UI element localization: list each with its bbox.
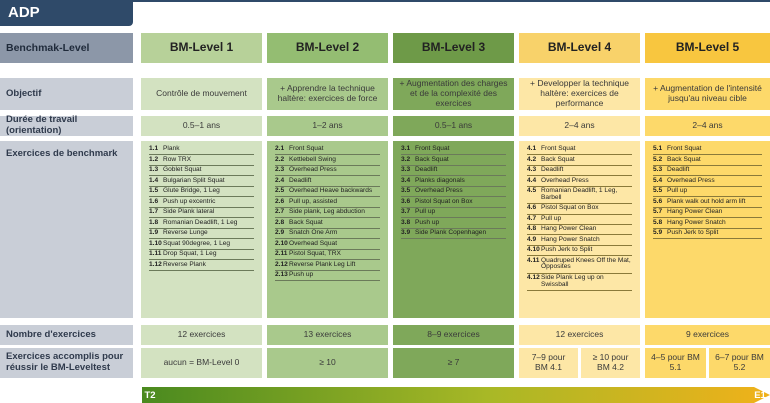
level-3-exercise-list — [393, 141, 514, 318]
exercise-name: Overhead Press — [667, 176, 715, 184]
level-3-duration: 0.5–1 ans — [393, 116, 514, 136]
exercise-item — [527, 145, 632, 155]
exercise-number: 4.3 — [527, 166, 537, 174]
exercise-item — [401, 155, 506, 165]
label-count: Nombre d'exercices — [0, 325, 133, 345]
exercise-item — [275, 145, 380, 155]
exercise-number: 5.4 — [653, 176, 663, 184]
exercise-name: Front Squat — [667, 145, 702, 153]
exercise-name: Hang Power Clean — [541, 225, 597, 233]
exercise-number: 2.8 — [275, 218, 285, 226]
exercise-name: Squat 90degree, 1 Leg — [163, 239, 231, 247]
level-4-required-4-1: 7–9 pour BM 4.1 — [519, 348, 578, 378]
exercise-number: 4.4 — [527, 176, 537, 184]
exercise-number: 5.3 — [653, 166, 663, 174]
level-1-header: BM-Level 1 — [141, 33, 262, 63]
exercise-item — [527, 155, 632, 165]
exercise-item — [527, 225, 632, 235]
exercise-name: Overhead Press — [415, 187, 463, 195]
level-1-count: 12 exercices — [141, 325, 262, 345]
exercise-name: Glute Bridge, 1 Leg — [163, 187, 220, 195]
exercise-item — [149, 166, 254, 176]
exercise-name: Hang Power Snatch — [541, 235, 600, 243]
exercise-number: 5.5 — [653, 187, 663, 195]
level-5-exercise-list — [645, 141, 770, 318]
level-3-header: BM-Level 3 — [393, 33, 514, 63]
exercise-name: Pull up — [667, 187, 688, 195]
progress-end-label: E1 — [754, 389, 766, 401]
exercise-name: Reverse Lunge — [163, 229, 208, 237]
exercise-item — [527, 235, 632, 245]
exercise-number: 4.7 — [527, 214, 537, 222]
exercise-number: 2.1 — [275, 145, 285, 153]
exercise-item — [149, 145, 254, 155]
exercise-item — [149, 239, 254, 249]
exercise-number: 1.10 — [149, 239, 162, 247]
exercise-name: Bulgarian Split Squat — [163, 176, 225, 184]
exercise-number: 1.1 — [149, 145, 159, 153]
level-2-exercise-list — [267, 141, 388, 318]
exercise-number: 1.5 — [149, 187, 159, 195]
exercise-number: 2.10 — [275, 239, 288, 247]
exercise-name: Pistol Squat, TRX — [289, 250, 341, 258]
exercise-number: 1.8 — [149, 218, 159, 226]
exercise-item — [275, 197, 380, 207]
level-1-objective: Contrôle de mouvement — [141, 78, 262, 110]
exercise-number: 2.3 — [275, 166, 285, 174]
exercise-number: 4.8 — [527, 225, 537, 233]
label-required: Exercices accomplis pour réussir le BM-Leveltest — [0, 348, 133, 378]
exercise-item — [653, 229, 762, 239]
exercise-item — [275, 176, 380, 186]
exercise-number: 1.4 — [149, 176, 159, 184]
exercise-number: 5.9 — [653, 229, 663, 237]
exercise-number: 1.2 — [149, 155, 159, 163]
exercise-number: 3.9 — [401, 229, 411, 237]
exercise-name: Side Plank lateral — [163, 208, 215, 216]
exercise-item — [653, 197, 762, 207]
exercise-number: 5.2 — [653, 155, 663, 163]
exercise-name: Romanian Deadlift, 1 Leg, Barbell — [541, 187, 618, 201]
exercise-item — [653, 155, 762, 165]
exercise-item — [527, 176, 632, 186]
exercise-item — [401, 218, 506, 228]
level-3-required: ≥ 7 — [393, 348, 514, 378]
exercise-number: 3.4 — [401, 176, 411, 184]
exercise-number: 2.12 — [275, 260, 288, 268]
exercise-name: Pull up — [415, 208, 436, 216]
progress-start-label: T2 — [144, 389, 156, 401]
exercise-name: Deadlift — [415, 166, 438, 174]
level-4-count: 12 exercices — [519, 325, 640, 345]
exercise-name: Plank walk out hold arm lift — [667, 197, 746, 205]
exercise-name: Overhead Squat — [289, 239, 338, 247]
exercise-item — [275, 239, 380, 249]
exercise-number: 4.9 — [527, 235, 537, 243]
exercise-name: Push Jerk to Split — [541, 246, 593, 254]
exercise-item — [275, 229, 380, 239]
exercise-number: 2.9 — [275, 229, 285, 237]
exercise-name: Hang Power Clean — [667, 208, 723, 216]
exercise-name: Overhead Press — [289, 166, 337, 174]
adp-logo: ADP — [0, 0, 133, 26]
exercise-item — [275, 250, 380, 260]
level-5-required-5-2: 6–7 pour BM 5.2 — [709, 348, 770, 378]
exercise-number: 2.11 — [275, 250, 288, 258]
exercise-name: Push up — [289, 271, 314, 279]
level-5-count: 9 exercices — [645, 325, 770, 345]
exercise-number: 4.11 — [527, 256, 540, 264]
exercise-number: 3.2 — [401, 155, 411, 163]
exercise-item — [275, 260, 380, 270]
exercise-item — [401, 166, 506, 176]
exercise-number: 1.11 — [149, 250, 162, 258]
exercise-number: 3.7 — [401, 208, 411, 216]
exercise-item — [653, 176, 762, 186]
exercise-number: 2.13 — [275, 271, 288, 279]
exercise-item — [527, 166, 632, 176]
exercise-name: Back Squat — [541, 155, 575, 163]
exercise-name: Deadlift — [289, 176, 312, 184]
exercise-name: Reverse Plank Leg Lift — [289, 260, 356, 268]
level-5-duration: 2–4 ans — [645, 116, 770, 136]
exercise-name: Reverse Plank — [163, 260, 206, 268]
level-5-header: BM-Level 5 — [645, 33, 770, 63]
exercise-name: Side plank, Leg abduction — [289, 208, 365, 216]
exercise-item — [401, 187, 506, 197]
exercise-number: 4.2 — [527, 155, 537, 163]
level-5-objective: + Augmentation de l'intensité jusqu'au niveau cible — [645, 78, 770, 110]
exercise-number: 1.6 — [149, 197, 159, 205]
exercise-item — [149, 208, 254, 218]
exercise-name: Romanian Deadlift, 1 Leg — [163, 218, 238, 226]
exercise-number: 2.6 — [275, 197, 285, 205]
exercise-item — [527, 256, 632, 273]
exercise-name: Goblet Squat — [163, 166, 202, 174]
level-2-duration: 1–2 ans — [267, 116, 388, 136]
exercise-item — [149, 187, 254, 197]
progress-arrow — [142, 387, 770, 403]
exercise-item — [149, 229, 254, 239]
exercise-name: Pistol Squat on Box — [415, 197, 473, 205]
exercise-number: 5.8 — [653, 218, 663, 226]
exercise-item — [149, 197, 254, 207]
exercise-item — [527, 187, 632, 204]
level-2-required: ≥ 10 — [267, 348, 388, 378]
exercise-item — [275, 218, 380, 228]
exercise-name: Quadruped Knees Off the Mat, Opposites — [541, 256, 631, 271]
exercise-item — [275, 208, 380, 218]
exercise-number: 4.6 — [527, 204, 537, 212]
exercise-number: 5.7 — [653, 208, 663, 216]
label-exercises: Exercices de benchmark — [0, 141, 133, 318]
level-1-exercise-list — [141, 141, 262, 318]
exercise-name: Push up excentric — [163, 197, 216, 205]
exercise-name: Front Squat — [541, 145, 576, 153]
exercise-item — [527, 274, 632, 291]
exercise-item — [149, 260, 254, 270]
exercise-name: Back Squat — [289, 218, 323, 226]
exercise-item — [401, 176, 506, 186]
exercise-item — [527, 204, 632, 214]
level-1-required: aucun = BM-Level 0 — [141, 348, 262, 378]
exercise-name: Row TRX — [163, 155, 192, 163]
level-4-exercise-list — [519, 141, 640, 318]
exercise-number: 2.5 — [275, 187, 285, 195]
exercise-number: 3.8 — [401, 218, 411, 226]
level-3-objective: + Augmentation des charges et de la complexité des exercices — [393, 78, 514, 110]
exercise-item — [401, 197, 506, 207]
exercise-number: 4.1 — [527, 145, 537, 153]
level-1-duration: 0.5–1 ans — [141, 116, 262, 136]
exercise-name: Front Squat — [415, 145, 450, 153]
exercise-item — [527, 246, 632, 256]
exercise-name: Pull up — [541, 214, 562, 222]
exercise-number: 4.12 — [527, 273, 540, 281]
exercise-item — [275, 155, 380, 165]
exercise-item — [653, 218, 762, 228]
exercise-name: Plank — [163, 145, 180, 153]
exercise-number: 5.6 — [653, 197, 663, 205]
exercise-name: Overhead Press — [541, 176, 589, 184]
exercise-number: 3.5 — [401, 187, 411, 195]
level-4-required-4-2: ≥ 10 pour BM 4.2 — [581, 348, 640, 378]
exercise-number: 3.6 — [401, 197, 411, 205]
exercise-name: Front Squat — [289, 145, 324, 153]
level-5-required-5-1: 4–5 pour BM 5.1 — [645, 348, 706, 378]
level-4-duration: 2–4 ans — [519, 116, 640, 136]
exercise-name: Pistol Squat on Box — [541, 204, 599, 212]
exercise-item — [149, 155, 254, 165]
level-4-header: BM-Level 4 — [519, 33, 640, 63]
label-benchmark-level: Benchmak-Level — [0, 33, 133, 63]
exercise-item — [653, 145, 762, 155]
level-2-header: BM-Level 2 — [267, 33, 388, 63]
exercise-name: Push up — [415, 218, 440, 226]
exercise-item — [401, 208, 506, 218]
exercise-name: Side Plank Leg up on Swissball — [541, 273, 604, 288]
exercise-item — [527, 215, 632, 225]
exercise-name: Back Squat — [667, 155, 701, 163]
exercise-item — [149, 218, 254, 228]
exercise-name: Overhead Heave backwards — [289, 187, 373, 195]
exercise-item — [653, 166, 762, 176]
exercise-number: 3.1 — [401, 145, 411, 153]
exercise-item — [653, 208, 762, 218]
exercise-name: Side Plank Copenhagen — [415, 229, 487, 237]
exercise-name: Planks diagonals — [415, 176, 465, 184]
exercise-name: Back Squat — [415, 155, 449, 163]
exercise-name: Pull up, assisted — [289, 197, 338, 205]
exercise-number: 1.12 — [149, 260, 162, 268]
exercise-number: 5.1 — [653, 145, 663, 153]
exercise-item — [149, 250, 254, 260]
exercise-item — [401, 229, 506, 239]
exercise-item — [149, 176, 254, 186]
exercise-number: 1.3 — [149, 166, 159, 174]
exercise-item — [653, 187, 762, 197]
label-objective: Objectif — [0, 78, 133, 110]
exercise-item — [401, 145, 506, 155]
exercise-number: 4.10 — [527, 246, 540, 254]
exercise-number: 3.3 — [401, 166, 411, 174]
exercise-name: Snatch One Arm — [289, 229, 338, 237]
level-4-objective: + Developper la technique haltère: exercices de performance — [519, 78, 640, 110]
exercise-item — [275, 271, 380, 281]
exercise-number: 2.2 — [275, 155, 285, 163]
level-3-count: 8–9 exercices — [393, 325, 514, 345]
exercise-name: Drop Squat, 1 Leg — [163, 250, 217, 258]
exercise-number: 2.7 — [275, 208, 285, 216]
exercise-item — [275, 187, 380, 197]
exercise-item — [275, 166, 380, 176]
label-duration: Durée de travail (orientation) — [0, 116, 133, 136]
top-rule — [133, 0, 770, 2]
exercise-number: 4.5 — [527, 187, 537, 195]
exercise-number: 1.7 — [149, 208, 159, 216]
exercise-number: 2.4 — [275, 176, 285, 184]
level-2-count: 13 exercices — [267, 325, 388, 345]
exercise-name: Hang Power Snatch — [667, 218, 726, 226]
exercise-name: Deadlift — [541, 166, 564, 174]
exercise-number: 1.9 — [149, 229, 159, 237]
exercise-name: Kettlebell Swing — [289, 155, 336, 163]
exercise-name: Deadlift — [667, 166, 690, 174]
level-2-objective: + Apprendre la technique haltère: exercices de force — [267, 78, 388, 110]
exercise-name: Push Jerk to Split — [667, 229, 719, 237]
